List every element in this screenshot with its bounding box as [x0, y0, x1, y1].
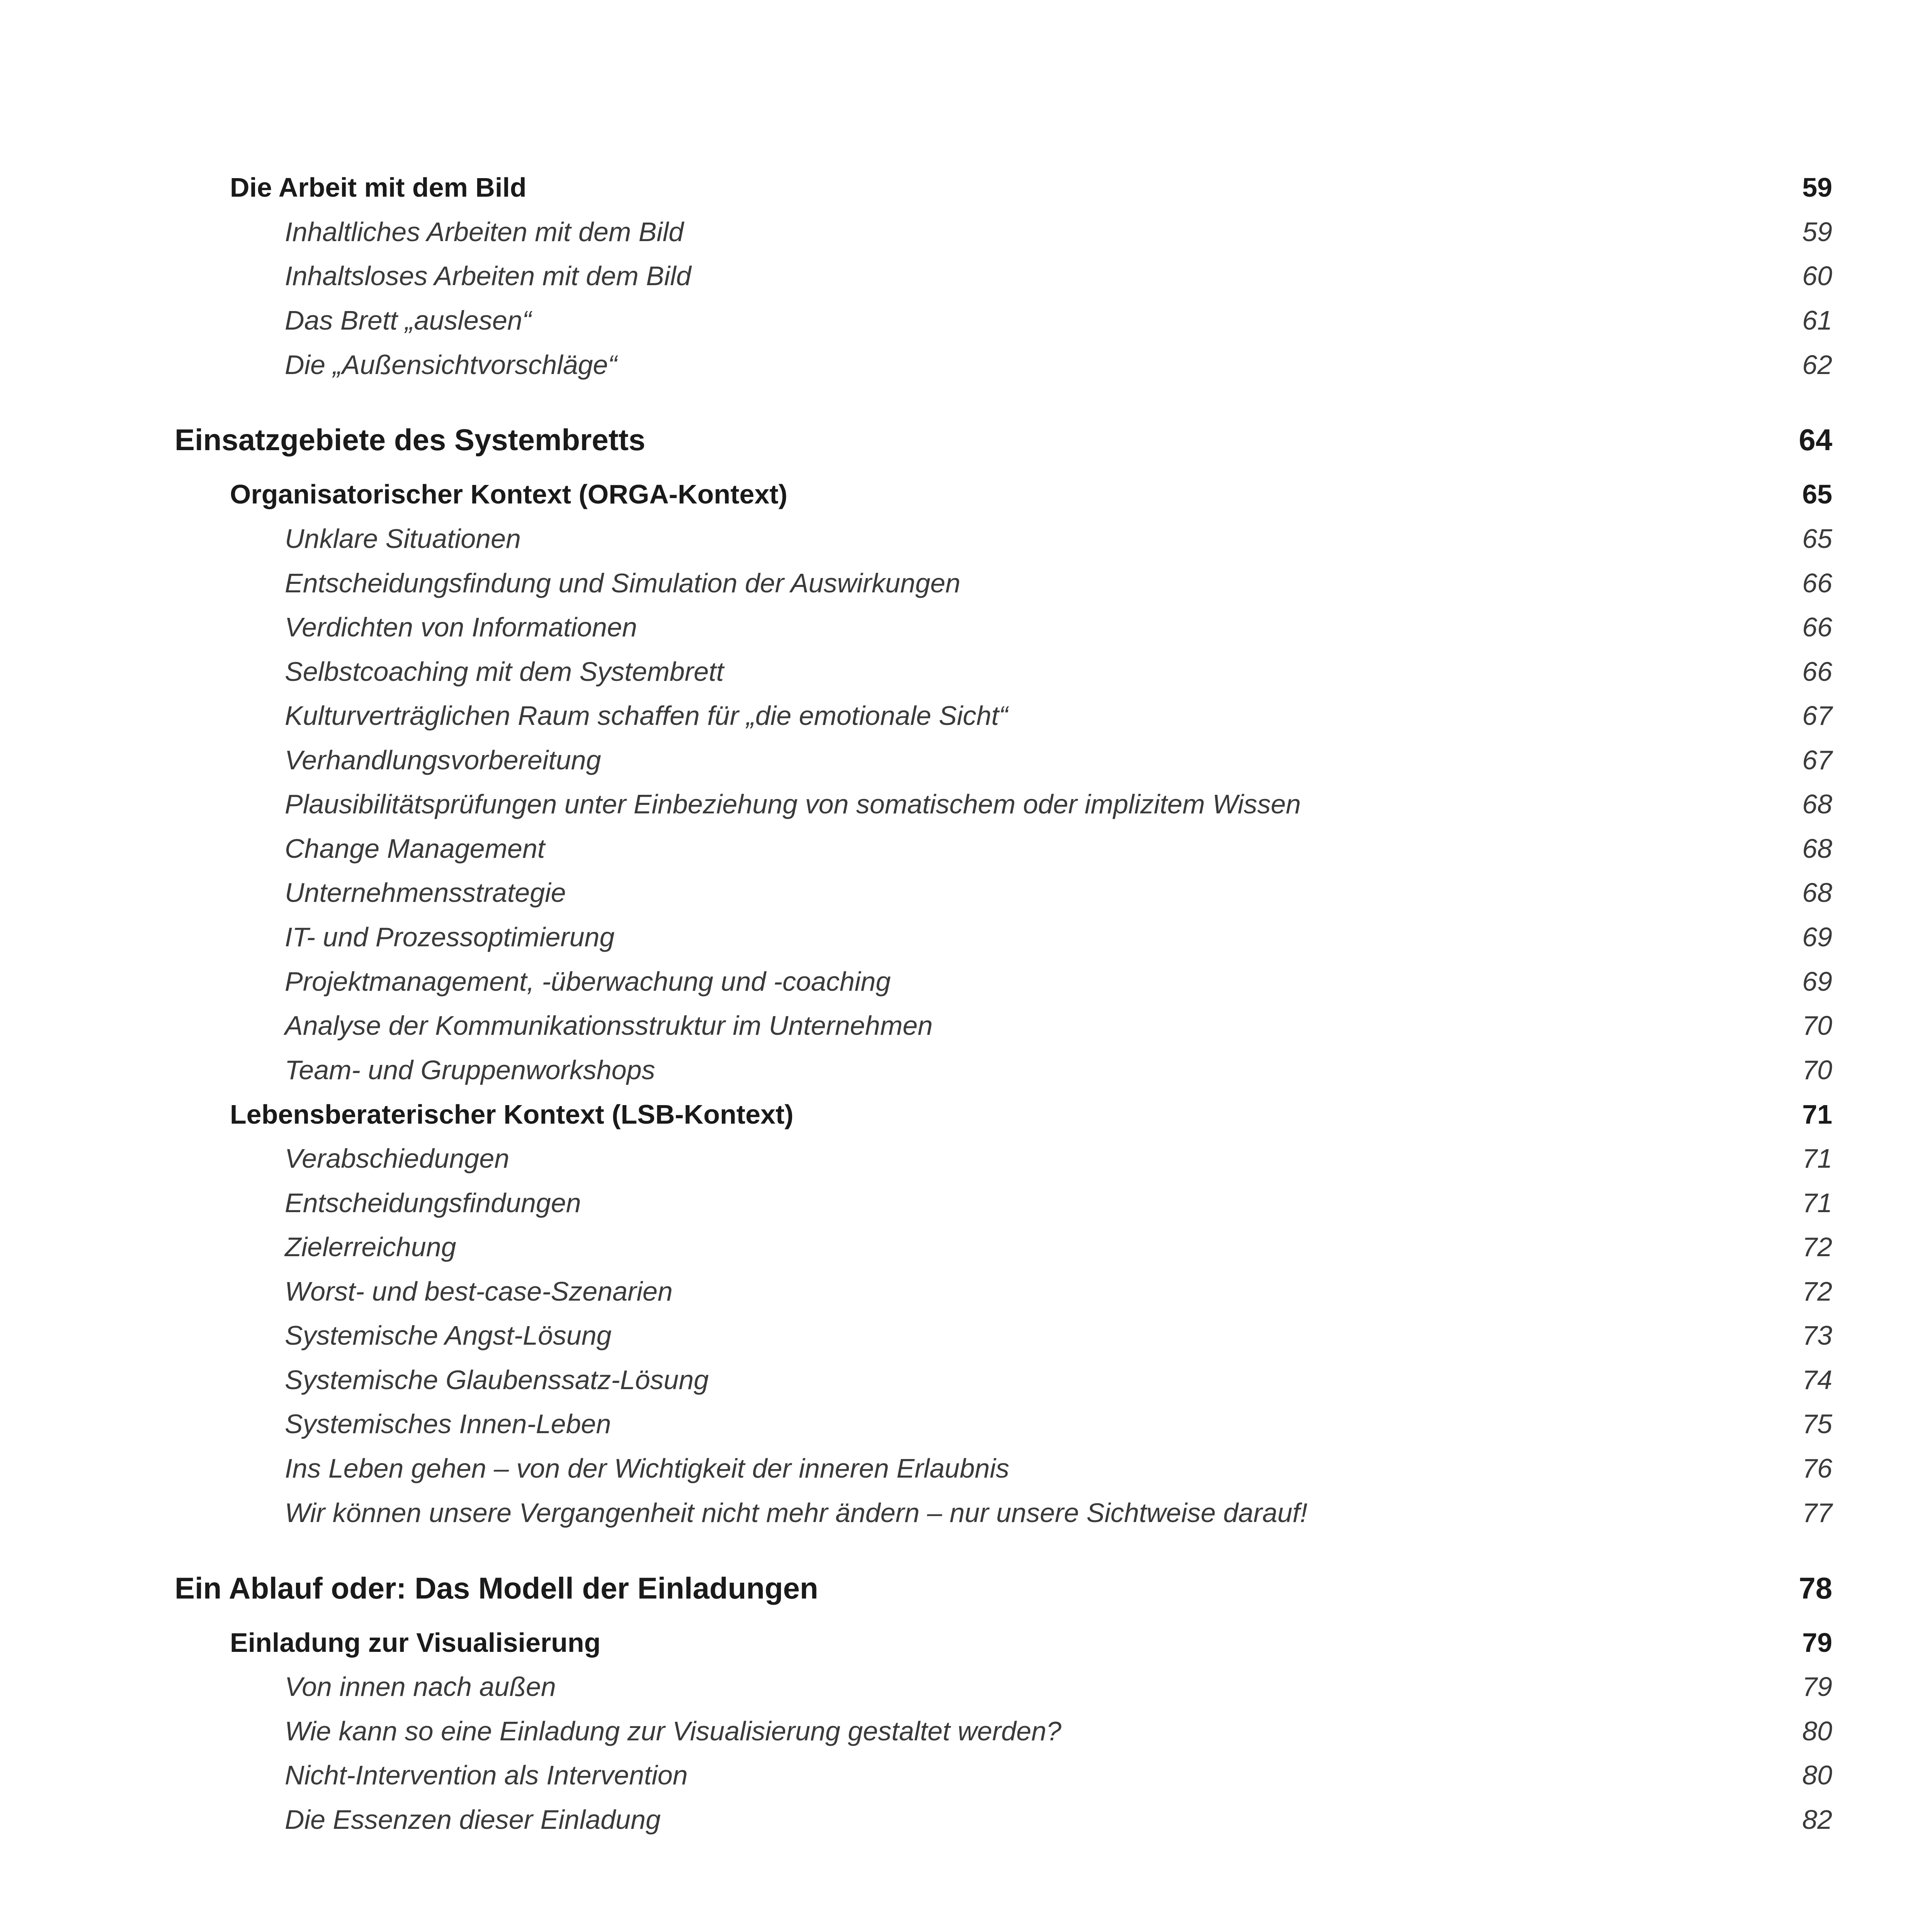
toc-entry-title: Inhaltsloses Arbeiten mit dem Bild: [285, 261, 691, 291]
toc-subsection: [0, 869, 1932, 916]
toc-entry-title: Team- und Gruppenworkshops: [285, 1055, 655, 1085]
toc-entry-title: Systemische Glaubenssatz-Lösung: [285, 1365, 709, 1395]
toc-subsection: [0, 1312, 1932, 1359]
toc-subsection: [0, 1401, 1932, 1447]
toc-page-number: 67: [1802, 701, 1832, 731]
toc-subsection: [0, 604, 1932, 650]
toc-entry-title: Systemisches Innen-Leben: [285, 1409, 611, 1439]
toc-page-number: 62: [1802, 350, 1832, 380]
toc-subsection: [0, 825, 1932, 872]
toc-entry-title: Verabschiedungen: [285, 1143, 510, 1173]
toc-subsection: [0, 1663, 1932, 1710]
toc-subsection: [0, 1752, 1932, 1798]
toc-subsection: [0, 297, 1932, 344]
toc-page-number: 73: [1802, 1320, 1832, 1350]
toc-page-number: 79: [1802, 1672, 1832, 1702]
toc-subsection: [0, 342, 1932, 388]
toc-subsection: [0, 1708, 1932, 1754]
toc-subsection: [0, 1445, 1932, 1492]
toc-entry-title: Unklare Situationen: [285, 524, 521, 554]
toc-entry-title: Entscheidungsfindungen: [285, 1188, 581, 1218]
toc-page-number: 74: [1802, 1365, 1832, 1395]
toc-entry-title: Selbstcoaching mit dem Systembrett: [285, 656, 724, 687]
toc-page-number: 67: [1802, 745, 1832, 775]
toc-entry-title: Plausibilitätsprüfungen unter Einbeziehung von somatischem oder implizitem Wissen: [285, 789, 1301, 819]
toc-page-number: 72: [1802, 1232, 1832, 1262]
toc-entry-title: Einsatzgebiete des Systembretts: [175, 423, 646, 457]
toc-subsection: [0, 737, 1932, 783]
toc-section: [0, 1091, 1932, 1138]
toc-page-number: 68: [1802, 878, 1832, 908]
toc-subsection: [0, 1135, 1932, 1182]
toc-subsection: [0, 1224, 1932, 1270]
toc-entry-title: Nicht-Intervention als Intervention: [285, 1760, 688, 1790]
toc-subsection: [0, 781, 1932, 827]
toc-entry-title: IT- und Prozessoptimierung: [285, 922, 615, 952]
toc-subsection: [0, 1180, 1932, 1226]
toc-page-number: 80: [1802, 1760, 1832, 1790]
toc-entry-title: Projektmanagement, -überwachung und -coaching: [285, 966, 891, 997]
toc-page-number: 70: [1802, 1055, 1832, 1085]
toc-section: [0, 1619, 1932, 1666]
toc-entry-title: Von innen nach außen: [285, 1672, 556, 1702]
toc-page-number: 71: [1802, 1099, 1832, 1129]
toc-page-number: 76: [1802, 1453, 1832, 1483]
toc-entry-title: Die „Außensichtvorschläge“: [285, 350, 617, 380]
toc-page-number: 68: [1802, 789, 1832, 819]
toc-page-number: 79: [1802, 1628, 1832, 1658]
toc-entry-title: Die Essenzen dieser Einladung: [285, 1804, 661, 1835]
toc-page-number: 70: [1802, 1010, 1832, 1041]
toc-page-number: 71: [1802, 1188, 1832, 1218]
toc-entry-title: Ein Ablauf oder: Das Modell der Einladungen: [175, 1571, 818, 1605]
toc-page-number: 78: [1799, 1571, 1832, 1605]
toc-page-number: 65: [1802, 479, 1832, 509]
toc-subsection: [0, 648, 1932, 695]
toc-chapter: [0, 417, 1932, 463]
toc-subsection: [0, 209, 1932, 255]
toc-subsection: [0, 692, 1932, 739]
toc-entry-title: Unternehmensstrategie: [285, 878, 566, 908]
toc-entry-title: Einladung zur Visualisierung: [230, 1628, 601, 1658]
toc-subsection: [0, 1047, 1932, 1093]
toc-subsection: [0, 1796, 1932, 1843]
toc-page-number: 75: [1802, 1409, 1832, 1439]
toc-page-number: 65: [1802, 524, 1832, 554]
toc-entry-title: Lebensberaterischer Kontext (LSB-Kontext): [230, 1099, 794, 1129]
toc-page-number: 66: [1802, 568, 1832, 598]
toc-subsection: [0, 914, 1932, 960]
toc-page-number: 72: [1802, 1276, 1832, 1306]
toc-subsection: [0, 515, 1932, 562]
toc-entry-title: Systemische Angst-Lösung: [285, 1320, 612, 1350]
toc-page-number: 59: [1802, 217, 1832, 247]
toc-subsection: [0, 560, 1932, 606]
toc-page-number: 59: [1802, 172, 1832, 202]
toc-entry-title: Worst- und best-case-Szenarien: [285, 1276, 673, 1306]
toc-page-number: 80: [1802, 1716, 1832, 1746]
toc-entry-title: Entscheidungsfindung und Simulation der Auswirkungen: [285, 568, 961, 598]
toc-page-number: 77: [1802, 1498, 1832, 1528]
toc-subsection: [0, 1357, 1932, 1403]
toc-entry-title: Das Brett „auslesen“: [285, 305, 532, 335]
toc-entry-title: Wie kann so eine Einladung zur Visualisierung gestaltet werden?: [285, 1716, 1061, 1746]
toc-entry-title: Inhaltliches Arbeiten mit dem Bild: [285, 217, 684, 247]
toc-subsection: [0, 253, 1932, 299]
toc-entry-title: Zielerreichung: [285, 1232, 456, 1262]
toc-page-number: 69: [1802, 922, 1832, 952]
toc-page-number: 71: [1802, 1143, 1832, 1173]
toc-page-number: 61: [1802, 305, 1832, 335]
toc-entry-title: Verhandlungsvorbereitung: [285, 745, 601, 775]
toc-section: [0, 471, 1932, 517]
toc-page-number: 60: [1802, 261, 1832, 291]
toc-subsection: [0, 1490, 1932, 1536]
toc-subsection: [0, 1268, 1932, 1315]
toc-page-number: 82: [1802, 1804, 1832, 1835]
toc-entry-title: Die Arbeit mit dem Bild: [230, 172, 527, 202]
toc-page-number: 68: [1802, 833, 1832, 864]
toc-page-number: 69: [1802, 966, 1832, 997]
toc-page-number: 64: [1799, 423, 1832, 457]
toc-entry-title: Change Management: [285, 833, 545, 864]
toc-section: [0, 164, 1932, 211]
toc-entry-title: Organisatorischer Kontext (ORGA-Kontext): [230, 479, 787, 509]
toc-subsection: [0, 1002, 1932, 1049]
toc-entry-title: Verdichten von Informationen: [285, 612, 637, 642]
toc-entry-title: Analyse der Kommunikationsstruktur im Unternehmen: [285, 1010, 933, 1041]
toc-entry-title: Wir können unsere Vergangenheit nicht mehr ändern – nur unsere Sichtweise darauf!: [285, 1498, 1308, 1528]
toc-chapter: [0, 1565, 1932, 1611]
toc-subsection: [0, 958, 1932, 1005]
toc-entry-title: Kulturverträglichen Raum schaffen für „die emotionale Sicht“: [285, 701, 1008, 731]
toc-page-number: 66: [1802, 656, 1832, 687]
toc-page-number: 66: [1802, 612, 1832, 642]
toc-entry-title: Ins Leben gehen – von der Wichtigkeit der inneren Erlaubnis: [285, 1453, 1009, 1483]
